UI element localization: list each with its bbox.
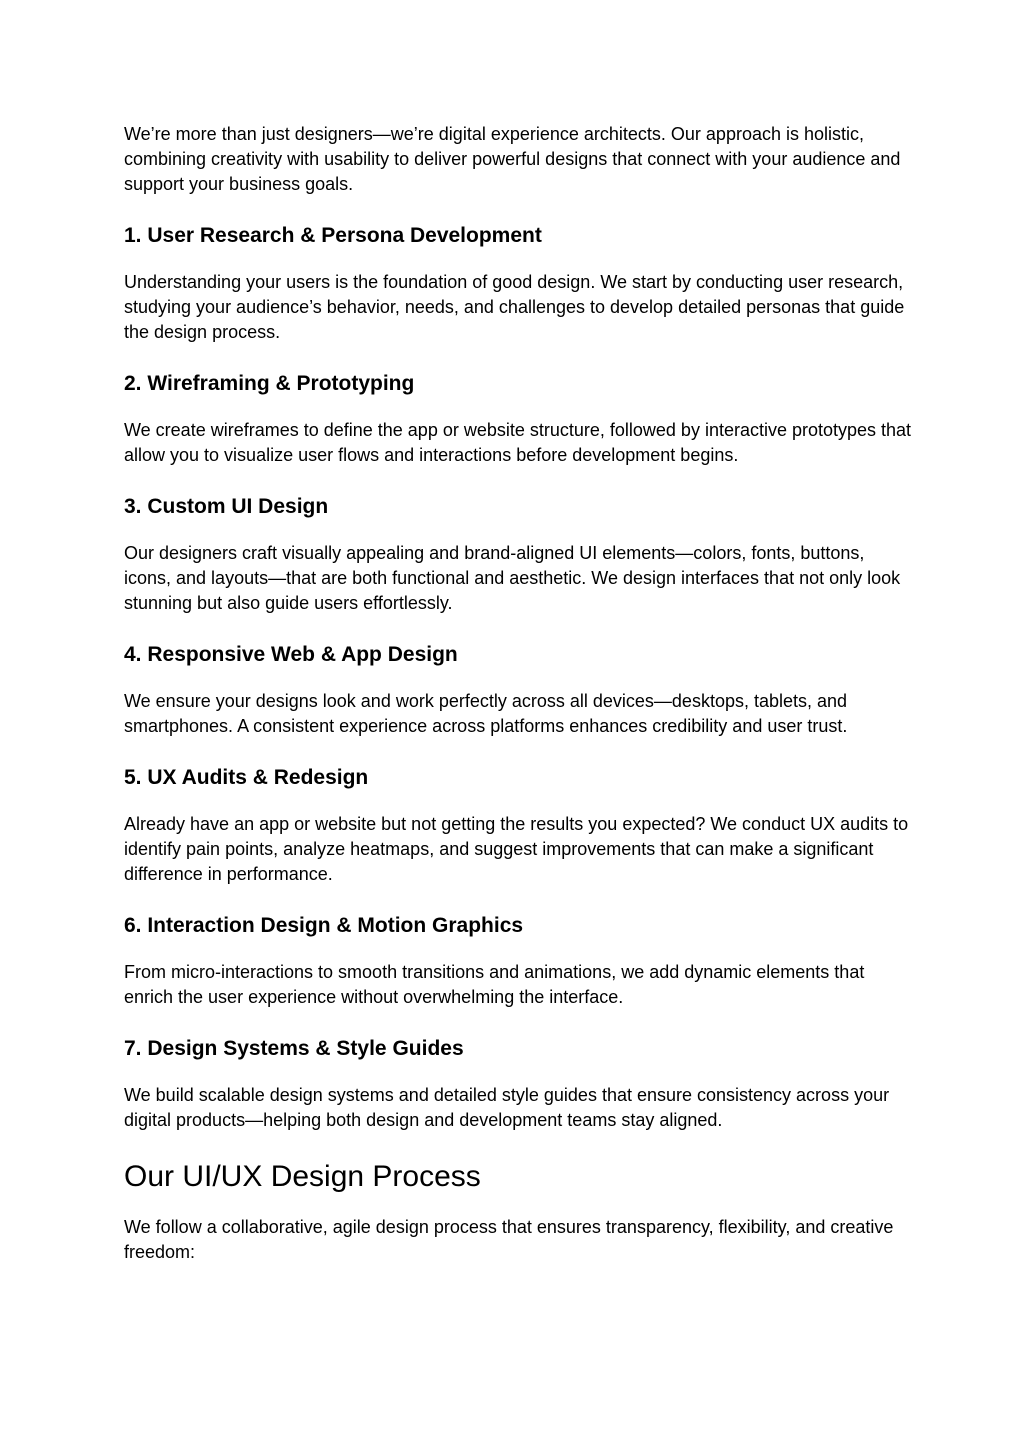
section-body: We create wireframes to define the app or website structure, followed by interactive prototypes that allow you to visualize user flows and interactions before development begins.	[124, 420, 912, 465]
section-user-research	[124, 223, 914, 345]
section-heading: 5. UX Audits & Redesign	[124, 766, 369, 789]
section-body: From micro-interactions to smooth transitions and animations, we add dynamic elements that enrich the user experience without overwhelming the interface.	[124, 962, 865, 1007]
section-body: Understanding your users is the foundation of good design. We start by conducting user research, studying your audience’s behavior, needs, and challenges to develop detailed personas that guide the design process.	[124, 272, 905, 342]
section-body: Our designers craft visually appealing and brand-aligned UI elements—colors, fonts, buttons, icons, and layouts—that are both functional and aesthetic. We design interfaces that not only look stunning but also guide users effortlessly.	[124, 543, 901, 613]
section-body: Already have an app or website but not getting the results you expected? We conduct UX audits to identify pain points, analyze heatmaps, and suggest improvements that can make a significant difference in performance.	[124, 814, 909, 884]
section-wireframing	[124, 371, 914, 468]
section-heading: 1. User Research & Persona Development	[124, 224, 542, 247]
section-heading: 6. Interaction Design & Motion Graphics	[124, 914, 524, 937]
section-heading: 4. Responsive Web & App Design	[124, 643, 458, 666]
section-heading: 7. Design Systems & Style Guides	[124, 1037, 464, 1060]
process-title: Our UI/UX Design Process	[124, 1160, 481, 1193]
section-custom-ui	[124, 494, 914, 616]
intro-paragraph: We’re more than just designers—we’re digital experience architects. Our approach is holistic, combining creativity with usability to deliver powerful designs that connect with your audience and support your business goals.	[124, 124, 901, 194]
section-design-systems	[124, 1036, 914, 1133]
section-responsive-design	[124, 642, 914, 739]
section-body: We ensure your designs look and work perfectly across all devices—desktops, tablets, and smartphones. A consistent experience across platforms enhances credibility and user trust.	[124, 691, 848, 736]
section-heading: 3. Custom UI Design	[124, 495, 329, 518]
section-interaction-design	[124, 913, 914, 1010]
section-body: We build scalable design systems and detailed style guides that ensure consistency across your digital products—helping both design and development teams stay aligned.	[124, 1085, 890, 1130]
section-heading: 2. Wireframing & Prototyping	[124, 372, 415, 395]
process-paragraph: We follow a collaborative, agile design process that ensures transparency, flexibility, and creative freedom:	[124, 1217, 894, 1262]
section-ux-audits	[124, 765, 914, 887]
